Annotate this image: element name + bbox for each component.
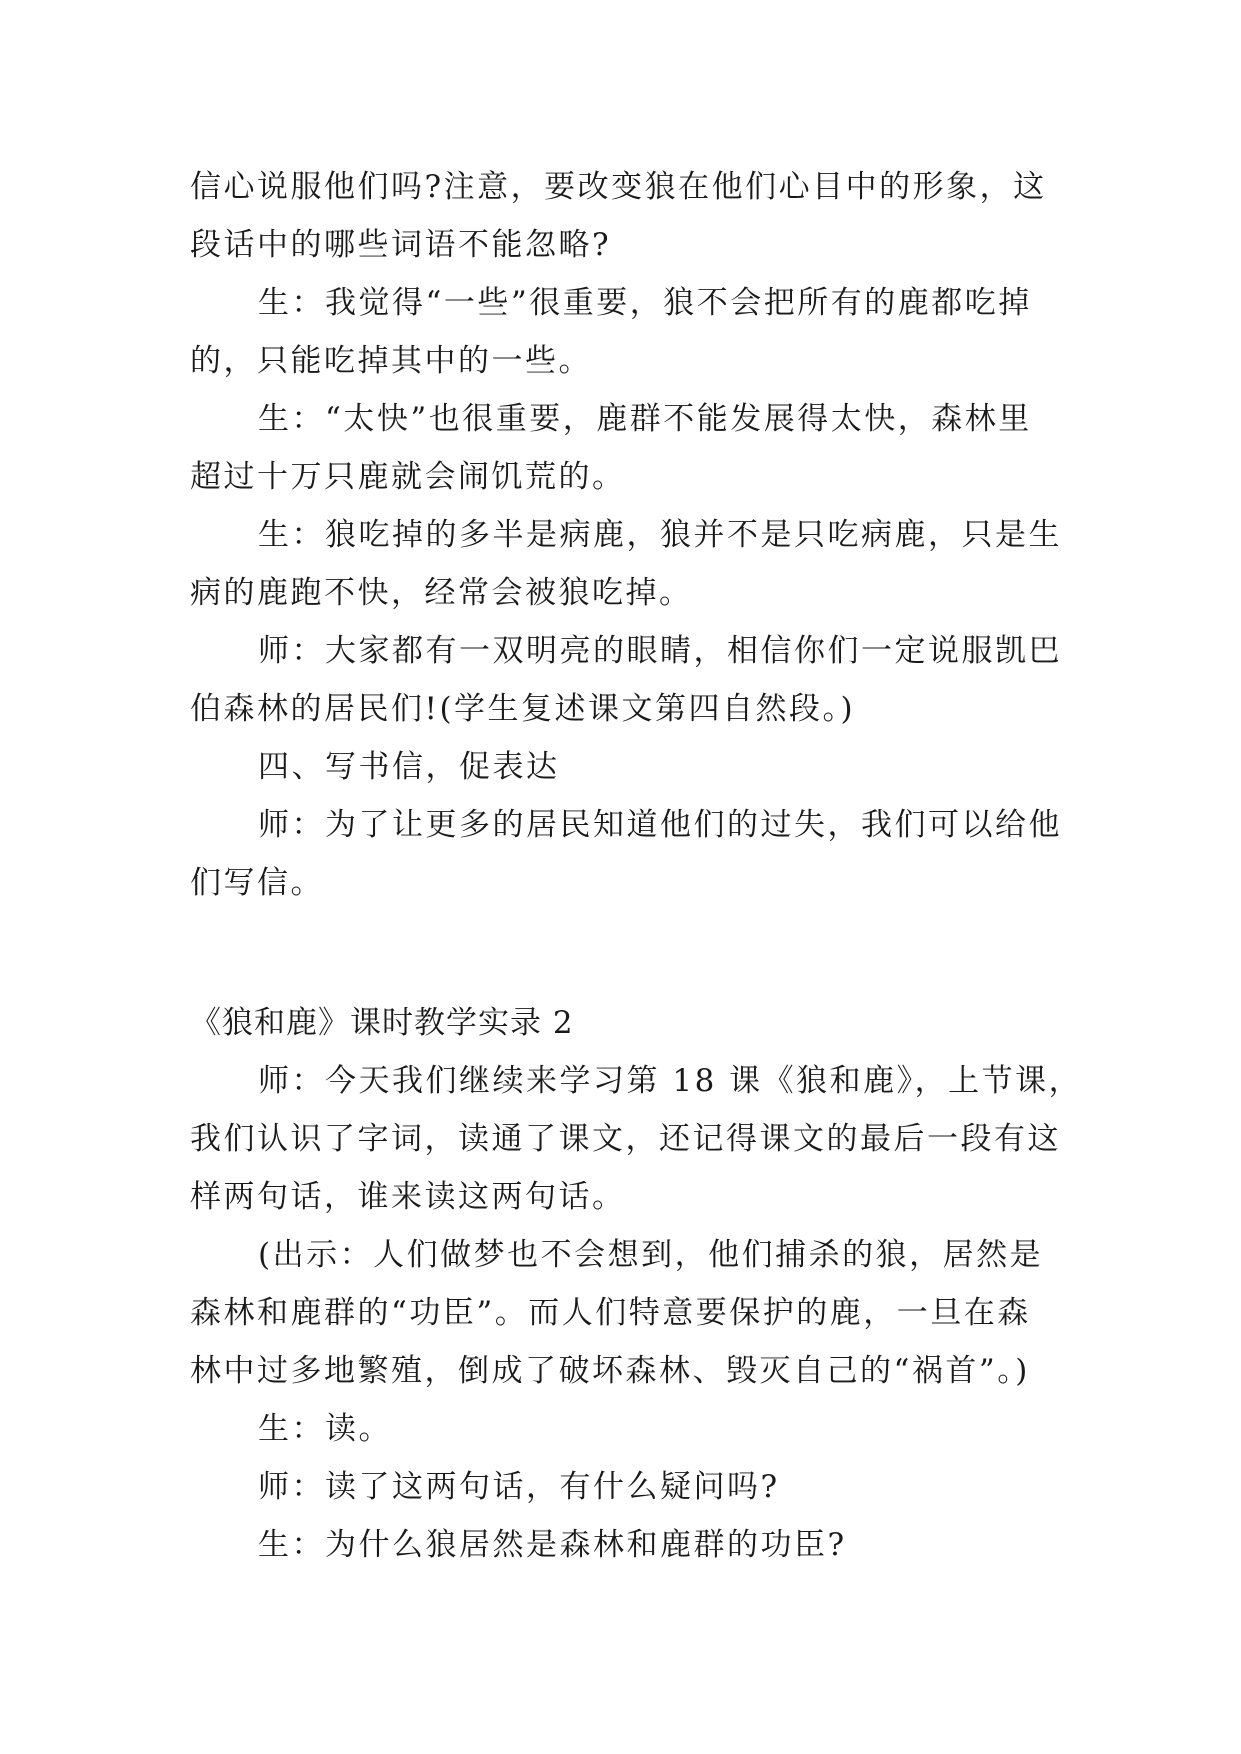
paragraph-teacher-intro (190, 1052, 1083, 1226)
paragraph-student-read (190, 1400, 1052, 1458)
text-line: 生：狼吃掉的多半是病鹿，狼并不是只吃病鹿，只是生 (258, 517, 1062, 553)
paragraph-question (190, 158, 1052, 274)
text-line: 我们认识了字词，读通了课文，还记得课文的最后一段有这 (190, 1121, 1061, 1157)
text-line: 生：“太快”也很重要，鹿群不能发展得太快，森林里 (258, 401, 1032, 437)
paragraph-teacher-1 (190, 622, 1062, 738)
text-line: 信心说服他们吗?注意，要改变狼在他们心目中的形象，这 (190, 169, 1047, 205)
text-line: 生：我觉得“一些”很重要，狼不会把所有的鹿都吃掉 (258, 285, 1032, 321)
paragraph-teacher-question (190, 1458, 1052, 1516)
paragraph-display-quote (190, 1226, 1052, 1400)
text-line: 四、写书信，促表达 (258, 749, 560, 785)
paragraph-student-answer-1 (190, 274, 1052, 390)
document-page (190, 158, 1083, 1574)
text-line: 师：今天我们继续来学习第 18 课《狼和鹿》，上节课， (258, 1063, 1083, 1099)
text-line: 伯森林的居民们!(学生复述课文第四自然段。) (190, 691, 856, 727)
text-line: 们写信。 (190, 865, 324, 901)
text-line: 病的鹿跑不快，经常会被狼吃掉。 (190, 575, 693, 611)
text-line: 林中过多地繁殖，倒成了破坏森林、毁灭自己的“祸首”。) (190, 1353, 1030, 1389)
text-line: 师：读了这两句话，有什么疑问吗? (258, 1469, 780, 1505)
text-line: 超过十万只鹿就会闹饥荒的。 (190, 459, 626, 495)
document-title: 《狼和鹿》课时教学实录 2 (190, 1005, 574, 1041)
section-gap (190, 912, 1052, 994)
paragraph-teacher-2 (190, 796, 1062, 912)
paragraph-student-answer-3 (190, 506, 1062, 622)
paragraph-section-heading (190, 738, 1052, 796)
paragraph-student-question (190, 1516, 1052, 1574)
text-line: 师：为了让更多的居民知道他们的过失，我们可以给他 (258, 807, 1062, 843)
text-line: 生：读。 (258, 1411, 392, 1447)
text-line: 森林和鹿群的“功臣”。而人们特意要保护的鹿，一旦在森 (190, 1295, 1031, 1331)
text-line: 师：大家都有一双明亮的眼睛，相信你们一定说服凯巴 (258, 633, 1062, 669)
text-line: (出示：人们做梦也不会想到，他们捕杀的狼，居然是 (258, 1237, 1044, 1273)
paragraph-student-answer-2 (190, 390, 1052, 506)
text-line: 样两句话，谁来读这两句话。 (190, 1179, 626, 1215)
text-line: 段话中的哪些词语不能忽略? (190, 227, 612, 263)
text-line: 的，只能吃掉其中的一些。 (190, 343, 592, 379)
text-line: 生：为什么狼居然是森林和鹿群的功臣? (258, 1527, 847, 1563)
